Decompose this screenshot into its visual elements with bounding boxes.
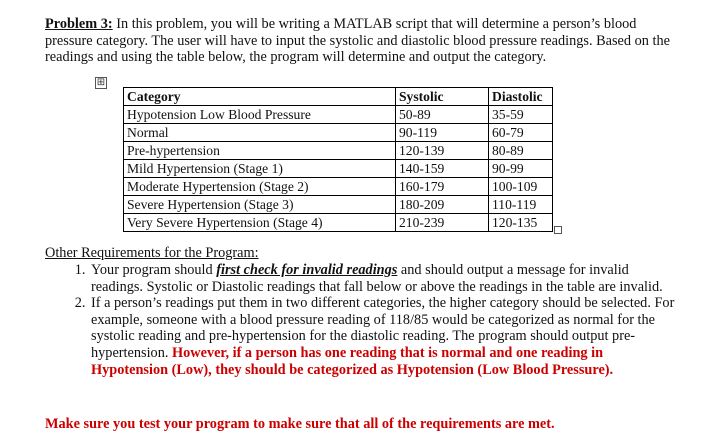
- move-glyph: ⊞: [96, 77, 106, 88]
- systolic-cell: 50-89: [396, 106, 489, 124]
- diastolic-cell: 35-59: [489, 106, 553, 124]
- diastolic-cell: 60-79: [489, 124, 553, 142]
- req1-after: and should output a message for invalid readings. Systolic or Diastolic readings that fall below or above the readings in the table are invalid.: [91, 262, 663, 295]
- table-row: [124, 160, 553, 178]
- diastolic-cell: 100-109: [489, 178, 553, 196]
- diastolic-cell: 80-89: [489, 142, 553, 160]
- req2-text: If a person’s readings put them in two different categories, the higher category should be selected. For example, someone with a blood pressure reading of 118/85 would be categorized as normal for the systolic reading and pre-hypertension for the diastolic reading. The program should output pre-hypertension.: [91, 295, 675, 361]
- problem-label: Problem 3:: [45, 16, 113, 32]
- header-diastolic: Diastolic: [489, 88, 553, 106]
- table-header-row: [124, 88, 553, 106]
- category-cell: Mild Hypertension (Stage 1): [124, 160, 396, 178]
- systolic-cell: 180-209: [396, 196, 489, 214]
- list-item: [89, 262, 679, 295]
- final-note: Make sure you test your program to make sure that all of the requirements are met.: [45, 416, 555, 432]
- category-cell: Moderate Hypertension (Stage 2): [124, 178, 396, 196]
- table-row: [124, 214, 553, 232]
- diastolic-cell: 120-135: [489, 214, 553, 232]
- systolic-cell: 90-119: [396, 124, 489, 142]
- table-row: [124, 124, 553, 142]
- header-category: Category: [124, 88, 396, 106]
- diastolic-cell: 90-99: [489, 160, 553, 178]
- systolic-cell: 210-239: [396, 214, 489, 232]
- req1-emphasis: first check for invalid readings: [216, 262, 398, 278]
- table-row: [124, 142, 553, 160]
- category-cell: Pre-hypertension: [124, 142, 396, 160]
- table-row: [124, 106, 553, 124]
- systolic-cell: 140-159: [396, 160, 489, 178]
- req1-before: Your program should: [91, 262, 217, 278]
- systolic-cell: 120-139: [396, 142, 489, 160]
- category-cell: Normal: [124, 124, 396, 142]
- table-row: [124, 178, 553, 196]
- problem-intro: [45, 16, 685, 66]
- table-resize-handle[interactable]: [554, 226, 562, 234]
- req2-warning: However, if a person has one reading that is normal and one reading in Hypotension (Low), they should be categorized as Hypotension (Low Blood Pressure).: [91, 344, 614, 378]
- requirements-list: [45, 262, 679, 378]
- diastolic-cell: 110-119: [489, 196, 553, 214]
- problem-description: In this problem, you will be writing a MATLAB script that will determine a person’s blood pressure category. The user will have to input the systolic and diastolic blood pressure readings. Based on the readings and using the table below, the program will determine and output the category.: [45, 16, 670, 66]
- table-row: [124, 196, 553, 214]
- systolic-cell: 160-179: [396, 178, 489, 196]
- header-systolic: Systolic: [396, 88, 489, 106]
- table-move-handle-icon[interactable]: [95, 77, 107, 89]
- blood-pressure-table: [123, 87, 553, 232]
- category-cell: Hypotension Low Blood Pressure: [124, 106, 396, 124]
- category-cell: Very Severe Hypertension (Stage 4): [124, 214, 396, 232]
- list-item: [89, 295, 679, 378]
- category-cell: Severe Hypertension (Stage 3): [124, 196, 396, 214]
- requirements-heading: Other Requirements for the Program:: [45, 245, 259, 261]
